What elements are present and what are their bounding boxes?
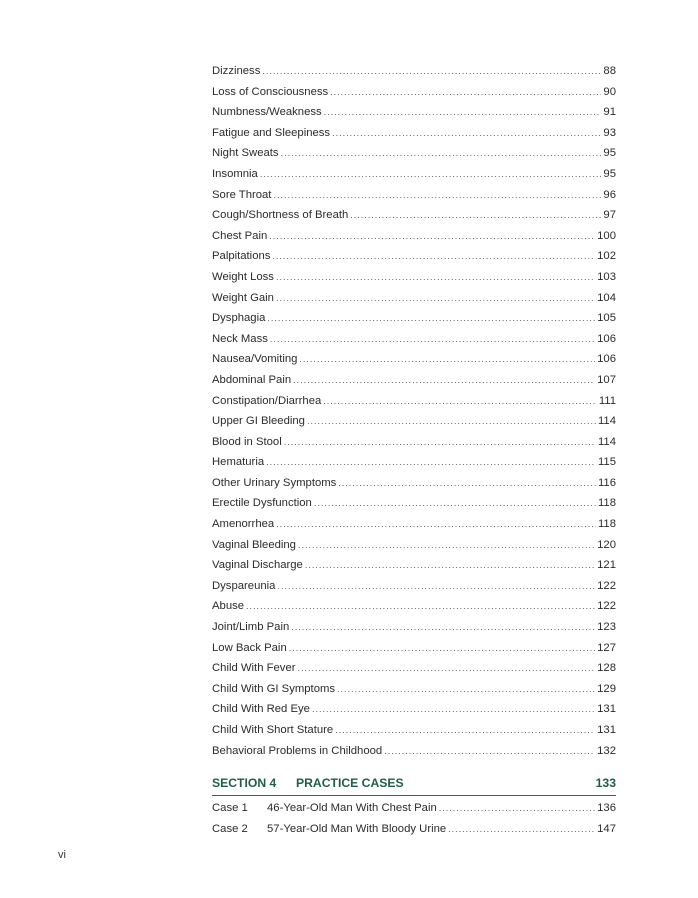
case-page: 136 xyxy=(597,802,616,814)
dot-leader xyxy=(267,308,595,329)
toc-entry-label: Child With Fever xyxy=(212,662,296,675)
toc-entry-page: 120 xyxy=(597,538,616,551)
toc-entry xyxy=(212,473,616,494)
dot-leader xyxy=(323,391,597,412)
toc-entry-page: 121 xyxy=(597,559,616,572)
dot-leader xyxy=(270,329,595,350)
toc-entry-label: Low Back Pain xyxy=(212,641,287,654)
toc-entry-label: Amenorrhea xyxy=(212,518,275,531)
toc-entry-page: 107 xyxy=(597,373,616,386)
toc-entry-page: 118 xyxy=(597,497,616,510)
toc-entry-label: Dysphagia xyxy=(212,312,266,325)
toc-entry-label: Dyspareunia xyxy=(212,579,276,592)
dot-leader xyxy=(298,658,596,679)
toc-entry xyxy=(212,555,616,576)
toc-entry xyxy=(212,329,616,350)
dot-leader xyxy=(335,720,595,741)
toc-entry-page: 129 xyxy=(597,682,616,695)
toc-entry-list xyxy=(212,61,616,761)
toc-entry-label: Blood in Stool xyxy=(212,435,282,448)
dot-leader xyxy=(314,493,596,514)
toc-entry xyxy=(212,493,616,514)
toc-entry-page: 111 xyxy=(598,394,616,407)
dot-leader xyxy=(246,596,595,617)
toc-entry-label: Sore Throat xyxy=(212,188,272,201)
toc-entry-page: 93 xyxy=(603,126,616,139)
toc-entry-page: 91 xyxy=(603,106,616,119)
section-number: SECTION 4 xyxy=(212,776,277,790)
toc-entry xyxy=(212,205,616,226)
toc-entry xyxy=(212,185,616,206)
toc-entry xyxy=(212,370,616,391)
section-title: PRACTICE CASES xyxy=(296,776,404,790)
toc-entry-page: 116 xyxy=(597,476,616,489)
toc-entry-page: 102 xyxy=(597,250,616,263)
case-title: 46-Year-Old Man With Chest Pain xyxy=(267,802,437,814)
dot-leader xyxy=(324,102,602,123)
toc-entry-label: Numbness/Weakness xyxy=(212,106,322,119)
toc-entry xyxy=(212,349,616,370)
toc-entry-page: 131 xyxy=(597,703,616,716)
toc-entry-label: Night Sweats xyxy=(212,147,279,160)
toc-entry xyxy=(212,576,616,597)
toc-entry-page: 115 xyxy=(597,456,616,469)
dot-leader xyxy=(289,638,595,659)
toc-entry-label: Child With Short Stature xyxy=(212,724,334,736)
toc-entry xyxy=(212,535,616,556)
toc-entry xyxy=(212,699,616,720)
toc-entry-label: Child With Red Eye xyxy=(212,703,310,716)
toc-entry xyxy=(212,123,616,144)
dot-leader xyxy=(305,555,595,576)
dot-leader xyxy=(299,349,595,370)
dot-leader xyxy=(332,123,601,144)
toc-entry xyxy=(212,720,616,741)
dot-leader xyxy=(269,226,595,247)
dot-leader xyxy=(260,164,602,185)
toc-entry-label: Joint/Limb Pain xyxy=(212,621,290,634)
toc-entry xyxy=(212,61,616,82)
toc-entry-label: Other Urinary Symptoms xyxy=(212,476,337,489)
dot-leader xyxy=(276,514,596,535)
toc-entry-page: 122 xyxy=(597,600,616,613)
dot-leader xyxy=(312,699,595,720)
dot-leader xyxy=(276,267,595,288)
dot-leader xyxy=(272,246,595,267)
toc-entry xyxy=(212,308,616,329)
dot-leader xyxy=(293,370,595,391)
dot-leader xyxy=(277,576,595,597)
toc-entry-label: Vaginal Bleeding xyxy=(212,538,296,551)
toc-entry-page: 103 xyxy=(597,270,616,283)
toc-entry-page: 100 xyxy=(597,229,616,242)
page-folio: vi xyxy=(58,849,66,861)
toc-entry-page: 132 xyxy=(597,744,616,757)
toc-entry-label: Behavioral Problems in Childhood xyxy=(212,744,383,757)
dot-leader xyxy=(284,432,596,453)
dot-leader xyxy=(350,205,601,226)
toc-entry-page: 106 xyxy=(597,353,616,366)
toc-entry-label: Fatigue and Sleepiness xyxy=(212,126,331,139)
toc-entry-page: 122 xyxy=(597,579,616,592)
toc-entry xyxy=(212,617,616,638)
toc-entry xyxy=(212,226,616,247)
toc-entry-label: Insomnia xyxy=(212,167,258,180)
toc-entry-label: Palpitations xyxy=(212,250,271,263)
dot-leader xyxy=(330,82,601,103)
toc-entry-label: Abuse xyxy=(212,600,245,613)
dot-leader xyxy=(298,535,595,556)
toc-entry-page: 128 xyxy=(597,662,616,675)
toc-entry xyxy=(212,288,616,309)
toc-entry-label: Erectile Dysfunction xyxy=(212,497,312,510)
toc-entry xyxy=(212,143,616,164)
dot-leader xyxy=(262,61,601,82)
toc-entry-label: Abdominal Pain xyxy=(212,373,292,386)
toc-entry xyxy=(212,411,616,432)
section-page: 133 xyxy=(595,776,616,790)
dot-leader xyxy=(439,798,595,819)
dot-leader xyxy=(337,679,595,700)
dot-leader xyxy=(276,288,595,309)
toc-entry xyxy=(212,596,616,617)
case-number: Case 2 xyxy=(212,822,248,835)
dot-leader xyxy=(291,617,595,638)
toc-entry-page: 114 xyxy=(597,435,616,448)
case-entry xyxy=(212,798,616,819)
toc-entry xyxy=(212,267,616,288)
toc-entry xyxy=(212,638,616,659)
toc-entry-page: 105 xyxy=(597,312,616,325)
case-list xyxy=(212,798,616,839)
toc-entry-label: Chest Pain xyxy=(212,229,268,242)
toc-entry-page: 106 xyxy=(597,332,616,345)
toc-entry-page: 95 xyxy=(603,147,616,160)
toc-entry-page: 88 xyxy=(603,65,616,77)
toc-entry-page: 90 xyxy=(603,85,616,98)
toc-entry-label: Cough/Shortness of Breath xyxy=(212,209,349,222)
toc-entry xyxy=(212,452,616,473)
toc-entry-label: Loss of Consciousness xyxy=(212,85,329,98)
case-entry xyxy=(212,819,616,840)
toc-entry-page: 97 xyxy=(603,209,616,222)
toc-entry xyxy=(212,391,616,412)
toc-entry-label: Constipation/Diarrhea xyxy=(212,394,322,407)
toc-entry-page: 118 xyxy=(597,518,616,531)
toc-entry xyxy=(212,514,616,535)
dot-leader xyxy=(448,819,595,840)
case-page: 147 xyxy=(597,822,616,835)
case-title: 57-Year-Old Man With Bloody Urine xyxy=(267,822,447,835)
toc-entry-label: Weight Gain xyxy=(212,291,274,304)
toc-entry xyxy=(212,432,616,453)
toc-entry xyxy=(212,658,616,679)
toc-entry xyxy=(212,164,616,185)
section-heading xyxy=(212,776,616,796)
toc-entry-label: Hematuria xyxy=(212,456,265,469)
toc-entry-label: Dizziness xyxy=(212,65,261,77)
toc-entry-page: 114 xyxy=(597,415,616,428)
toc-entry-label: Neck Mass xyxy=(212,332,268,345)
toc-entry xyxy=(212,102,616,123)
toc-entry-label: Nausea/Vomiting xyxy=(212,353,298,366)
dot-leader xyxy=(307,411,596,432)
toc-entry xyxy=(212,679,616,700)
toc-entry-label: Vaginal Discharge xyxy=(212,559,303,572)
toc-entry-page: 131 xyxy=(597,724,616,736)
dot-leader xyxy=(338,473,596,494)
dot-leader xyxy=(384,741,595,762)
toc-entry-page: 96 xyxy=(603,188,616,201)
dot-leader xyxy=(273,185,601,206)
dot-leader xyxy=(281,143,602,164)
toc-entry-label: Upper GI Bleeding xyxy=(212,415,305,428)
toc-entry xyxy=(212,246,616,267)
toc-entry-label: Weight Loss xyxy=(212,270,274,283)
toc-entry-label: Child With GI Symptoms xyxy=(212,682,336,695)
toc-entry-page: 123 xyxy=(597,621,616,634)
toc-entry-page: 95 xyxy=(603,167,616,180)
dot-leader xyxy=(266,452,596,473)
toc-entry-page: 104 xyxy=(597,291,616,304)
toc-entry xyxy=(212,82,616,103)
case-number: Case 1 xyxy=(212,802,248,814)
toc-entry xyxy=(212,741,616,762)
toc-entry-page: 127 xyxy=(597,641,616,654)
